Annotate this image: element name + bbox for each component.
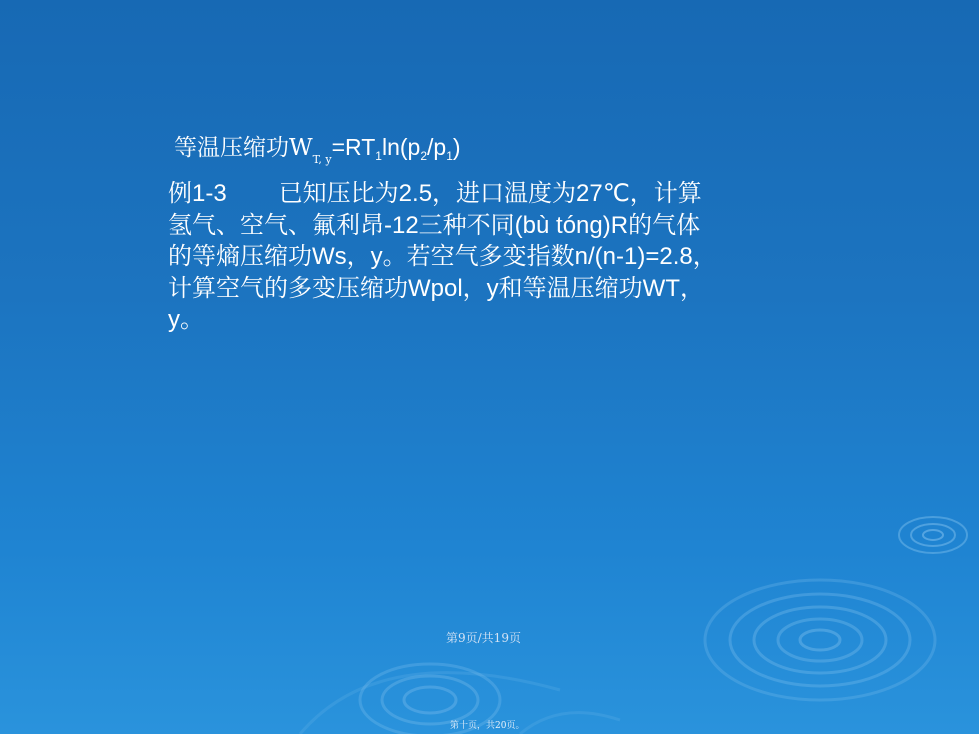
example-line-3: 的等熵压缩功Ws，y。若空气多变指数n/(n-1)=2.8， bbox=[168, 243, 717, 270]
example-line-4: 计算空气的多变压缩功Wpol，y和等温压缩功WT， bbox=[168, 274, 704, 302]
formula-prefix: 等温压缩功W bbox=[174, 135, 313, 161]
formula-sub-1: 1 bbox=[375, 149, 382, 163]
example-line-2: 氢气、空气、氟利昂-12三种不同(bù tóng)R的气体 bbox=[168, 211, 701, 239]
page-indicator: 第9页/共19页 bbox=[446, 631, 521, 645]
formula-ln: ln(p bbox=[381, 134, 421, 160]
formula-slash: /p bbox=[427, 134, 447, 160]
formula-sub-2: 2 bbox=[420, 149, 427, 163]
formula-close: ) bbox=[452, 134, 461, 160]
example-line-5: y。 bbox=[168, 306, 204, 333]
formula-subscript-ty: T, y bbox=[312, 153, 332, 166]
example-line-1 bbox=[168, 178, 818, 210]
isothermal-work-formula bbox=[174, 132, 461, 175]
footer-page-count: 第十页，共20页。 bbox=[450, 721, 525, 731]
formula-eq: =RT bbox=[331, 134, 376, 160]
example-text-1: 已知压比为2.5，进口温度为27℃，计算 bbox=[278, 180, 702, 207]
example-problem bbox=[168, 178, 818, 336]
formula-sub-3: 1 bbox=[446, 149, 453, 163]
example-label: 例1-3 bbox=[168, 180, 227, 207]
